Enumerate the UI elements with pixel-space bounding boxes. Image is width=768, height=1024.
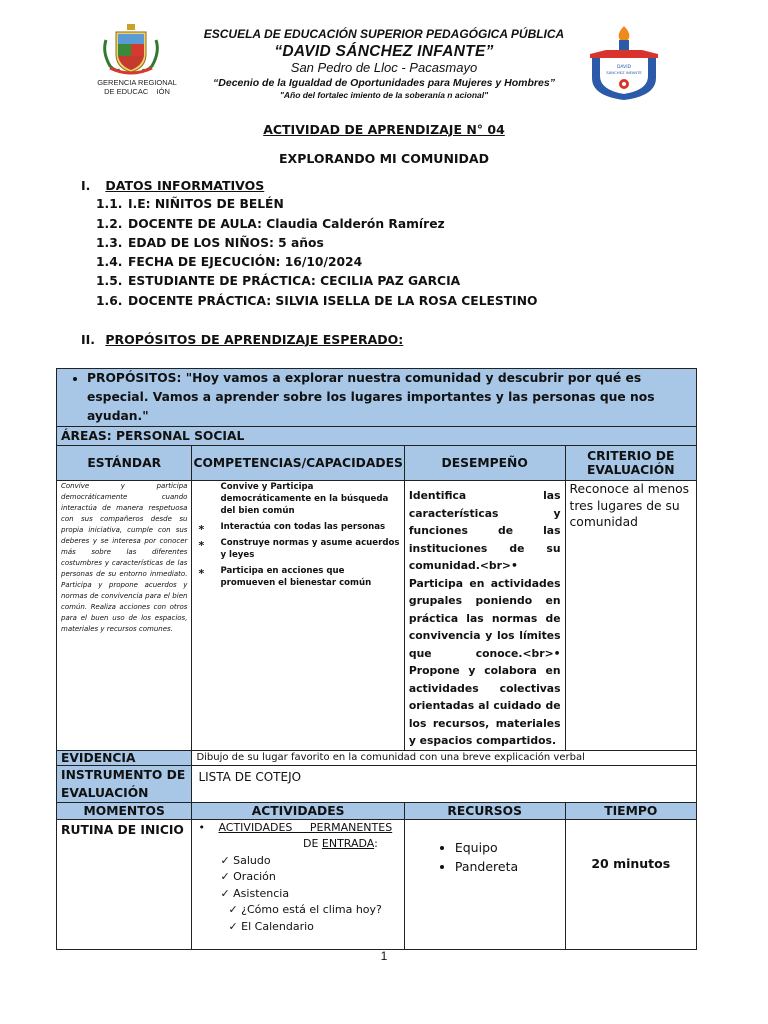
- actividades-title-line2: [198, 836, 399, 853]
- caption-line-1: GERENCIA REGIONAL: [97, 78, 177, 87]
- header-desempeno: DESEMPEÑO: [404, 446, 565, 481]
- item-text: ESTUDIANTE DE PRÁCTICA: CECILIA PAZ GARCIA: [128, 274, 461, 288]
- recurso-item: • Pandereta: [455, 857, 561, 876]
- bullet-star-icon: *: [198, 523, 205, 536]
- evidencia-label: EVIDENCIA: [57, 750, 192, 765]
- header-actividades: ACTIVIDADES: [192, 802, 404, 819]
- emblem-text-2: SÁNCHEZ INFANTE: [606, 70, 642, 75]
- item-number: 1.2.: [96, 217, 123, 231]
- recurso-item: • Equipo: [455, 838, 561, 857]
- criterio-cell: Reconoce al menos tres lugares de su comunidad: [565, 481, 696, 751]
- title-part: :: [374, 837, 378, 850]
- competencia-text: Construye normas y asume acuerdos y leyes: [220, 538, 400, 560]
- item-text: FECHA DE EJECUCIÓN: 16/10/2024: [128, 255, 363, 269]
- evidencia-value: Dibujo de su lugar favorito en la comunidad con una breve explicación verbal: [192, 750, 697, 765]
- competencias-cell: [192, 481, 404, 751]
- activity-title: ACTIVIDAD DE APRENDIZAJE N° 04: [263, 122, 505, 137]
- actividades-list: [198, 853, 399, 903]
- item-text: DOCENTE PRÁCTICA: SILVIA ISELLA DE LA ROSA CELESTINO: [128, 294, 538, 308]
- emblem-text-1: DAVID: [616, 65, 632, 70]
- header-criterio: CRITERIO DE EVALUACIÓN: [565, 446, 696, 481]
- page-number: 1: [380, 949, 388, 963]
- section-number: II.: [81, 332, 96, 347]
- section-label: DATOS INFORMATIVOS: [105, 178, 265, 193]
- school-title: “DAVID SÁNCHEZ INFANTE”: [274, 43, 494, 60]
- section-propositos: [81, 332, 403, 347]
- subactividades-list: [198, 902, 399, 935]
- datos-item: [96, 255, 362, 269]
- actividades-title: [198, 820, 399, 837]
- caption-line-2: DE EDUCAC IÓN: [104, 87, 170, 96]
- recursos-cell: [404, 819, 565, 949]
- desempeno-cell: Identifica las características y funciones de las instituciones de su comunidad.<br>• Participa en actividades grupales poniendo en práctica las normas de convivencia y los límites que conoce.<br>• Propone y colabora en actividades colectivas orientadas al cuidado de los recursos, materiales y espacios compartidos.: [404, 481, 565, 751]
- actividades-cell: [192, 819, 404, 949]
- area-cell: ÁREAS: PERSONAL SOCIAL: [57, 427, 697, 446]
- school-emblem-icon: [586, 24, 662, 102]
- header-competencias: COMPETENCIAS/CAPACIDADES: [192, 446, 404, 481]
- activity-subtitle: EXPLORANDO MI COMUNIDAD: [279, 151, 489, 166]
- competencia-item: [198, 537, 399, 561]
- datos-item: [96, 217, 445, 231]
- item-text: I.E: NIÑITOS DE BELÉN: [128, 197, 284, 211]
- item-number: 1.1.: [96, 197, 123, 211]
- competencia-item: [198, 565, 399, 589]
- competencia-text: Convive y Participa democráticamente en la búsqueda del bien común: [220, 482, 389, 516]
- datos-item: [96, 294, 538, 308]
- bullet-star-icon: *: [198, 539, 205, 552]
- school-name: ESCUELA DE EDUCACIÓN SUPERIOR PEDAGÓGICA PÚBLICA: [203, 27, 565, 41]
- section-number: I.: [81, 178, 91, 193]
- datos-item: [96, 236, 324, 250]
- header-recursos: RECURSOS: [404, 802, 565, 819]
- bullet-icon: •: [198, 820, 205, 834]
- item-number: 1.4.: [96, 255, 123, 269]
- header-momentos: MOMENTOS: [57, 802, 192, 819]
- section-datos-informativos: [81, 178, 264, 193]
- item-number: 1.3.: [96, 236, 123, 250]
- title-part: DE: [302, 837, 322, 850]
- datos-item: [96, 197, 284, 211]
- school-location: San Pedro de Lloc - Pacasmayo: [290, 60, 478, 75]
- tiempo-cell: 20 minutos: [565, 819, 696, 949]
- title-part-underlined: ENTRADA: [321, 837, 375, 850]
- right-logo: [586, 24, 662, 102]
- decade-motto: “Decenio de la Igualdad de Oportunidades para Mujeres y Hombres”: [213, 77, 555, 89]
- actividad-item: ✓ Oración: [220, 870, 276, 883]
- item-text: DOCENTE DE AULA: Claudia Calderón Ramírez: [128, 217, 445, 231]
- proposito-cell: [57, 369, 697, 427]
- actividad-item: ✓ Saludo: [220, 853, 271, 867]
- competencia-item: [198, 481, 399, 517]
- header-tiempo: TIEMPO: [565, 802, 696, 819]
- instrumento-label: INSTRUMENTO DE EVALUACIÓN: [57, 765, 192, 802]
- actividad-item: ✓ Asistencia: [220, 886, 290, 900]
- instrumento-value: LISTA DE COTEJO: [192, 765, 697, 802]
- competencia-text: Interactúa con todas las personas: [220, 522, 386, 532]
- item-text: EDAD DE LOS NIÑOS: 5 años: [128, 236, 324, 250]
- year-motto: "Año del fortalec imiento de la soberanía n acional": [279, 90, 489, 100]
- competencia-text: Participa en acciones que promueven el bienestar común: [220, 566, 372, 588]
- bullet-star-icon: *: [198, 567, 205, 580]
- competencia-item: [198, 521, 399, 536]
- estandar-cell: Convive y participa democráticamente cuando interactúa de manera respetuosa con sus compañeros desde su propia iniciativa, cumple con sus deberes y se interesa por conocer más sobre las diferentes costumbres y características de las personas de su entorno inmediato. Participa y propone acuerdos y normas de convivencia para el bien común. Realiza acciones con otros para el buen uso de los espacios, materiales y recursos comunes.: [57, 481, 192, 751]
- learning-table: [56, 368, 697, 950]
- datos-item: [96, 274, 460, 288]
- section-label: PROPÓSITOS DE APRENDIZAJE ESPERADO:: [105, 332, 404, 347]
- header-estandar: ESTÁNDAR: [57, 446, 192, 481]
- subactividad-item: ✓ El Calendario: [228, 919, 314, 933]
- rutina-label: RUTINA DE INICIO: [57, 819, 192, 949]
- subactividad-item: ✓ ¿Cómo está el clima hoy?: [228, 903, 382, 916]
- actividades-title-line1: ACTIVIDADES PERMANENTES: [218, 820, 393, 834]
- item-number: 1.6.: [96, 294, 123, 308]
- item-number: 1.5.: [96, 274, 123, 288]
- proposito-text: • PROPÓSITOS: "Hoy vamos a explorar nuestra comunidad y descubrir por qué es especial. Vamos a aprender sobre los lugares importantes y las personas que nos ayudan.": [87, 369, 690, 426]
